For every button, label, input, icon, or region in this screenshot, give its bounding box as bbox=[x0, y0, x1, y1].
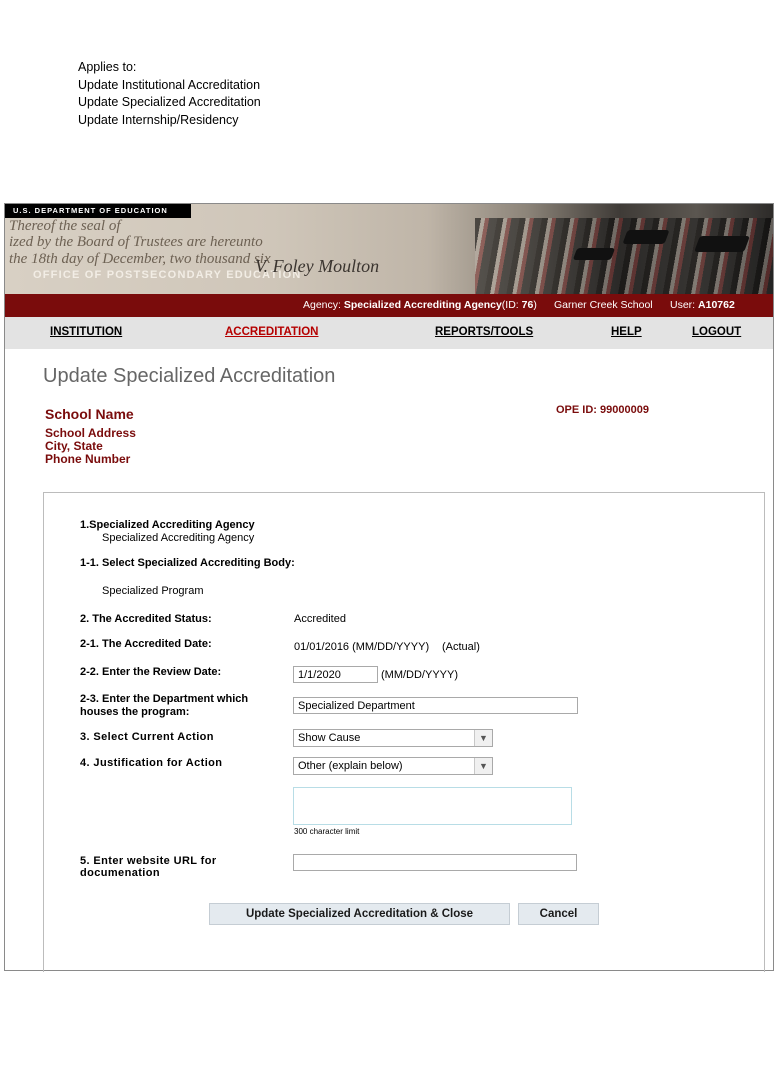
justification-label: 4. Justification for Action bbox=[80, 757, 223, 769]
url-label-line1: 5. Enter website URL for bbox=[80, 855, 217, 867]
url-label-line2: documenation bbox=[80, 867, 160, 879]
banner-script-line: Thereof the seal of bbox=[9, 218, 121, 234]
applies-item: Update Institutional Accreditation bbox=[78, 77, 261, 92]
department-input[interactable] bbox=[293, 697, 578, 714]
ope-id: OPE ID: 99000009 bbox=[556, 404, 649, 416]
website-url-input[interactable] bbox=[293, 854, 577, 871]
applies-item: Update Internship/Residency bbox=[78, 112, 239, 127]
current-action-selected: Show Cause bbox=[298, 732, 361, 744]
justification-select[interactable] bbox=[293, 757, 493, 775]
banner-script-line: the 18th day of December, two thousand six bbox=[9, 251, 271, 267]
applies-heading: Applies to: bbox=[78, 60, 137, 74]
justification-textarea[interactable] bbox=[293, 787, 572, 825]
dept-label: U.S. DEPARTMENT OF EDUCATION bbox=[5, 204, 191, 218]
agency-info: Agency: Specialized Accrediting Agency(ID: 76) bbox=[303, 299, 537, 311]
page-title: Update Specialized Accreditation bbox=[43, 365, 336, 387]
review-date-input[interactable] bbox=[293, 666, 378, 683]
banner-script-line: ized by the Board of Trustees are hereunto bbox=[9, 234, 263, 250]
nav-reports-tools[interactable]: REPORTS/TOOLS bbox=[435, 326, 534, 338]
school-name: School Name bbox=[45, 406, 134, 422]
status-value: Accredited bbox=[294, 613, 346, 625]
phone-number: Phone Number bbox=[45, 452, 131, 466]
char-limit-note: 300 character limit bbox=[294, 827, 360, 836]
main-nav bbox=[5, 317, 773, 349]
accredited-date-type: (Actual) bbox=[442, 641, 480, 653]
signature: V. Foley Moulton bbox=[255, 256, 380, 276]
justification-selected: Other (explain below) bbox=[298, 760, 403, 772]
nav-institution[interactable]: INSTITUTION bbox=[50, 326, 123, 338]
grad-cap-icon bbox=[622, 230, 669, 244]
agency-value: Specialized Accrediting Agency bbox=[102, 532, 255, 544]
update-and-close-button[interactable]: Update Specialized Accreditation & Close bbox=[209, 903, 510, 925]
grad-cap-icon bbox=[694, 236, 750, 252]
department-label-line1: 2-3. Enter the Department which bbox=[80, 693, 249, 705]
body-label: 1-1. Select Specialized Accrediting Body: bbox=[80, 557, 295, 569]
body-value: Specialized Program bbox=[102, 585, 204, 597]
accredited-date-value: 01/01/2016 (MM/DD/YYYY) bbox=[294, 641, 430, 653]
chevron-down-icon[interactable]: ▼ bbox=[474, 730, 492, 746]
nav-logout[interactable]: LOGOUT bbox=[692, 326, 742, 338]
user-info: User: A10762 bbox=[670, 299, 735, 311]
current-action-label: 3. Select Current Action bbox=[80, 731, 214, 743]
department-label-line2: houses the program: bbox=[80, 706, 190, 718]
review-date-format: (MM/DD/YYYY) bbox=[381, 669, 458, 681]
city-state: City, State bbox=[45, 439, 103, 453]
chevron-down-icon[interactable]: ▼ bbox=[474, 758, 492, 774]
agency-label: 1.Specialized Accrediting Agency bbox=[80, 519, 255, 531]
applies-item: Update Specialized Accreditation bbox=[78, 95, 261, 109]
review-date-label: 2-2. Enter the Review Date: bbox=[80, 666, 222, 678]
applies-to-note bbox=[78, 59, 261, 129]
school-address: School Address bbox=[45, 426, 136, 440]
app-window bbox=[4, 203, 774, 971]
header-banner bbox=[5, 204, 773, 294]
agency-bar bbox=[5, 294, 773, 317]
accredited-date-label: 2-1. The Accredited Date: bbox=[80, 638, 212, 650]
office-label: OFFICE OF POSTSECONDARY EDUCATION bbox=[33, 269, 302, 281]
grad-cap-icon bbox=[573, 248, 615, 260]
status-label: 2. The Accredited Status: bbox=[80, 613, 212, 625]
nav-accreditation[interactable]: ACCREDITATION bbox=[225, 326, 319, 338]
cancel-button[interactable]: Cancel bbox=[518, 903, 599, 925]
school-contact bbox=[45, 427, 136, 466]
school-info: Garner Creek School bbox=[554, 299, 653, 311]
current-action-select[interactable] bbox=[293, 729, 493, 747]
nav-help[interactable]: HELP bbox=[611, 326, 642, 338]
graduation-photo bbox=[475, 218, 773, 294]
